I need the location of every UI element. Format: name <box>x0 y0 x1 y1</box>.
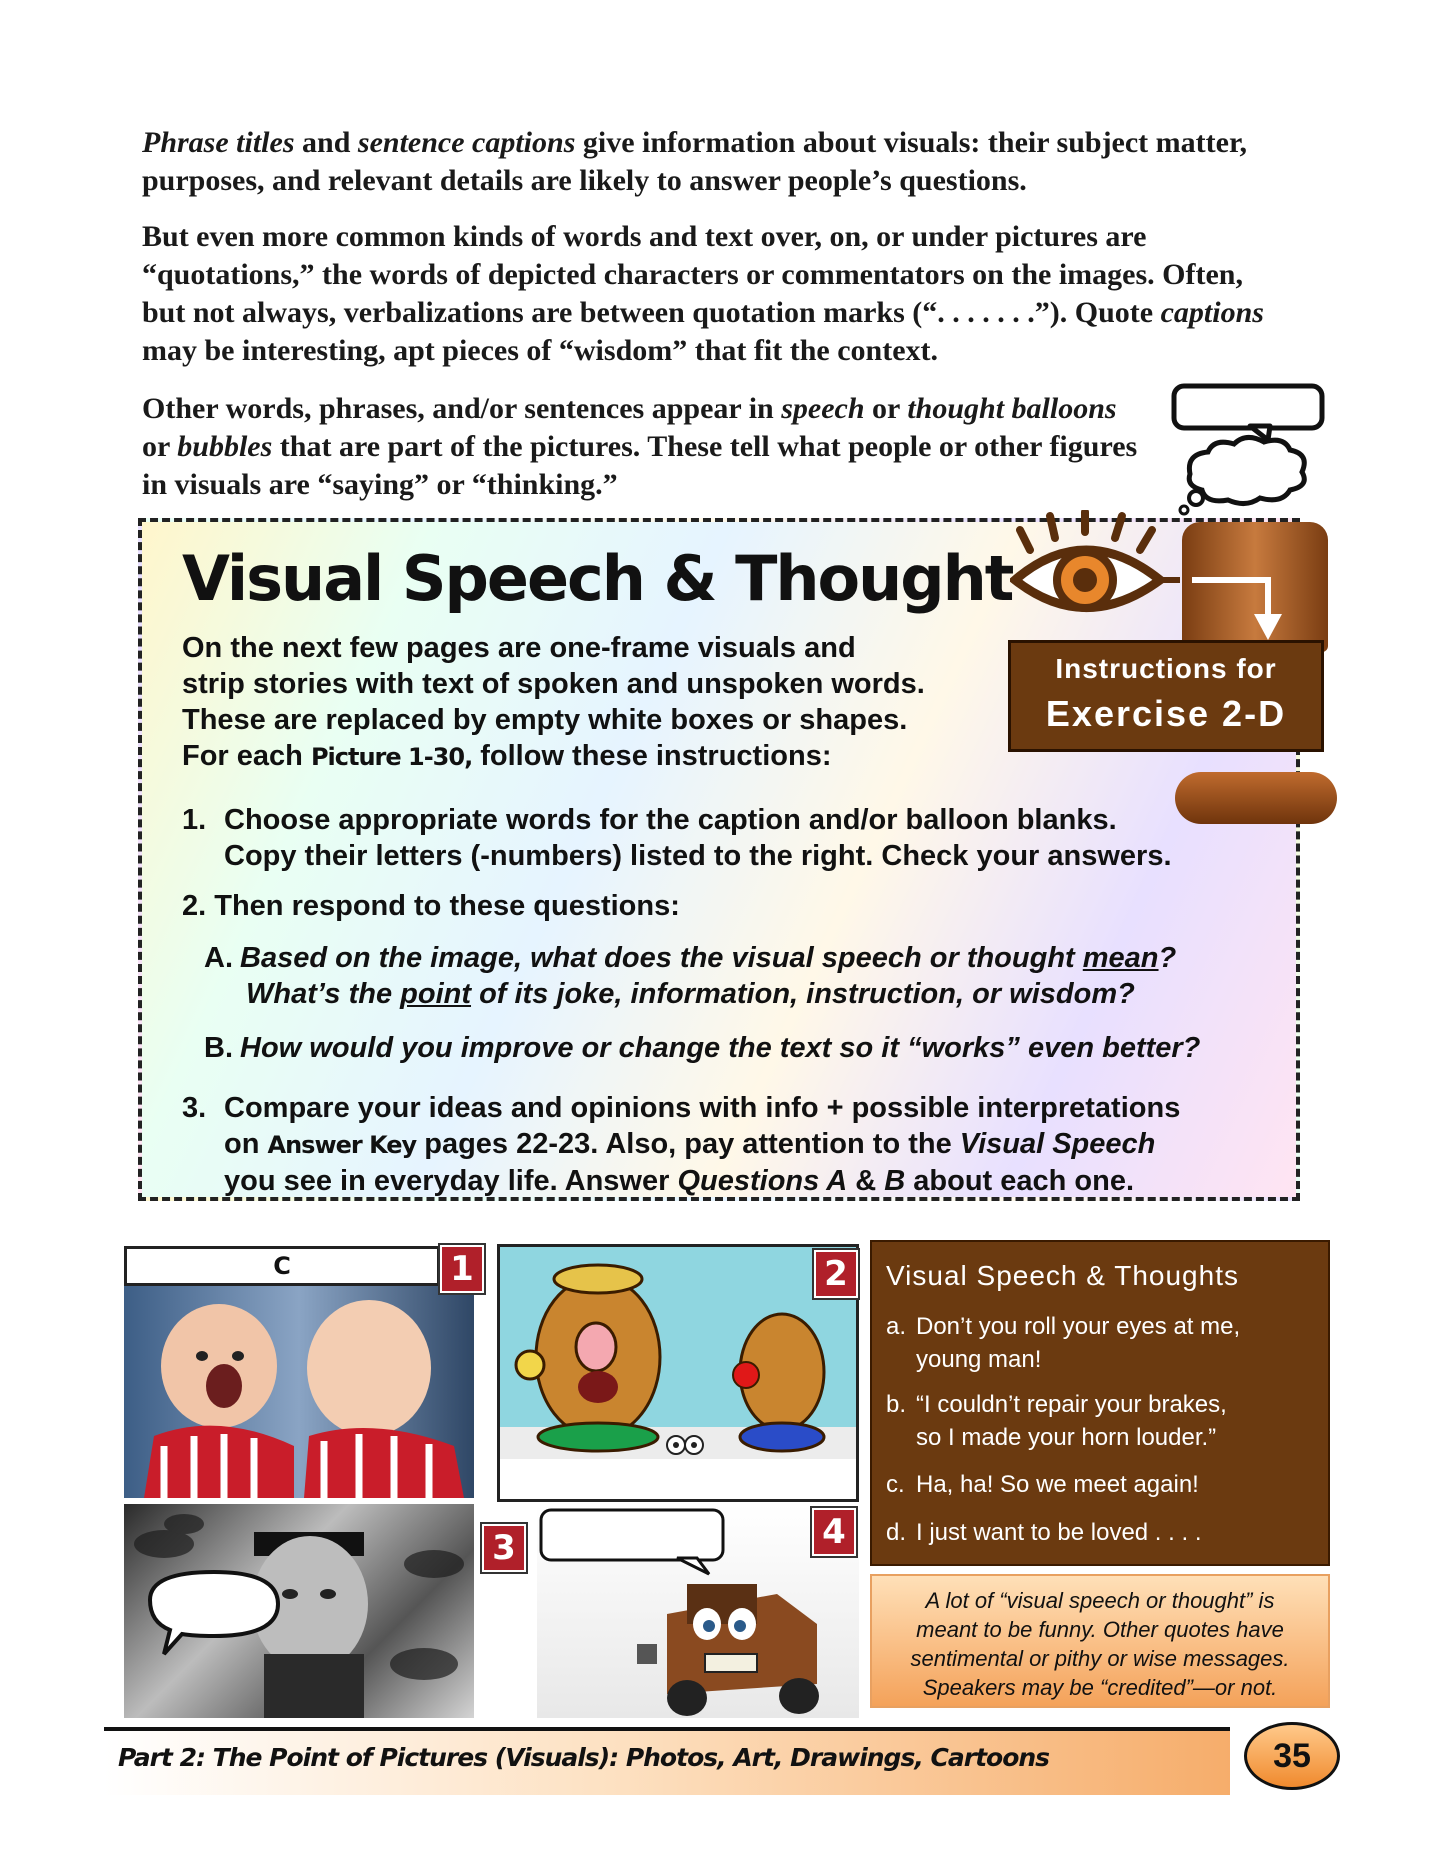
panel-lead <box>182 630 925 775</box>
option-text: Ha, ha! So we meet again! <box>916 1471 1199 1498</box>
intro-paragraph-1 <box>142 124 1282 200</box>
option-letter: a. <box>886 1313 907 1340</box>
frankenstein-image <box>124 1504 474 1718</box>
intro-paragraph-3 <box>142 390 1142 504</box>
step-text: on <box>224 1128 268 1160</box>
footer-title: Part 2: The Point of Pictures (Visuals): Photos, Art, Drawings, Cartoons <box>118 1743 1050 1772</box>
step-3 <box>182 1090 1180 1199</box>
step-text: about each one. <box>905 1165 1135 1197</box>
picture-2 <box>497 1244 859 1502</box>
intro-text: or <box>864 392 908 425</box>
question-text: ? <box>1158 942 1177 974</box>
picture-4 <box>537 1504 859 1718</box>
step-number: 1. <box>182 804 207 836</box>
eye-icon <box>1010 510 1180 630</box>
question-text: What’s the <box>246 978 401 1010</box>
footer-bar <box>104 1727 1230 1795</box>
intro-text: that are part of the pictures. These tell what people or other figures in visuals are “saying” or “thinking.” <box>142 430 1138 501</box>
exercise-label: Exercise 2-D <box>1045 693 1287 734</box>
lead-line: On the next few pages are one-frame visuals and <box>182 632 856 664</box>
question-text: Based on the image, what does the visual speech or thought <box>240 942 1083 974</box>
option-a <box>886 1310 1316 1376</box>
option-text: so I made your horn louder.” <box>916 1424 1217 1451</box>
step-text: Choose appropriate words for the caption and/or balloon blanks. <box>224 804 1117 836</box>
lead-text: follow these instructions: <box>472 740 832 772</box>
option-letter: d. <box>886 1519 907 1546</box>
intro-term: thought balloons <box>907 392 1117 425</box>
step-number: 3. <box>182 1092 207 1124</box>
question-b <box>204 1030 1200 1066</box>
picture-3 <box>124 1504 474 1718</box>
option-text: I just want to be loved . . . . <box>916 1519 1202 1546</box>
lead-line <box>182 738 925 775</box>
step-emphasis: Questions A <box>677 1165 848 1197</box>
instructions-title-box <box>1008 640 1324 752</box>
intro-term: captions <box>1160 296 1264 329</box>
intro-text: give information about visuals: their subject matter, purposes, and relevant details are likely to answer people’s questions. <box>142 126 1248 197</box>
babies-image <box>124 1286 474 1498</box>
note-line: meant to be funny. Other quotes have <box>916 1617 1284 1642</box>
panel-title: Visual Speech & Thought <box>182 542 1013 615</box>
intro-paragraph-2 <box>142 218 1282 370</box>
chair-back-graphic <box>1182 522 1328 652</box>
speech-thought-bubbles-icon <box>1170 382 1330 517</box>
lead-text: For each <box>182 740 311 772</box>
note-line: Speakers may be “credited”—or not. <box>922 1675 1278 1700</box>
step-2: 2. Then respond to these questions: <box>182 890 680 922</box>
intro-term: Phrase titles <box>142 126 295 159</box>
instructions-label: Instructions for <box>1055 653 1277 684</box>
intro-text: or <box>142 430 178 463</box>
option-text: young man! <box>916 1346 1042 1373</box>
picture-range: Picture 1-30, <box>310 743 473 771</box>
arrow-down-icon <box>1182 522 1328 652</box>
options-title: Visual Speech & Thoughts <box>886 1260 1239 1291</box>
step-text: pages 22-23. Also, pay attention to the <box>416 1128 960 1160</box>
step-text: you see in everyday life. Answer <box>224 1165 678 1197</box>
option-c <box>886 1468 1316 1501</box>
intro-text: But even more common kinds of words and text over, on, or under pictures are “quotations,” the words of depicted characters or commentators on the images. Often, but not always, verbalizations are between quotation marks (“. . . . . . .”). Quote <box>142 220 1243 329</box>
visual-speech-options-box <box>870 1240 1330 1566</box>
page-number: 35 <box>1244 1722 1340 1790</box>
step-emphasis: B <box>884 1165 906 1197</box>
note-line: A lot of “visual speech or thought” is <box>925 1588 1275 1613</box>
question-emphasis: point <box>400 978 472 1010</box>
option-text: Don’t you roll your eyes at me, <box>916 1313 1241 1340</box>
potato-heads-cartoon <box>500 1247 856 1499</box>
question-a <box>204 940 1176 1012</box>
picture-1-caption-box: C <box>124 1246 440 1286</box>
option-letter: c. <box>886 1471 905 1498</box>
option-letter: b. <box>886 1391 907 1418</box>
intro-text: and <box>294 126 358 159</box>
answer-key-label: Answer Key <box>267 1131 417 1159</box>
tow-truck-image <box>537 1504 859 1718</box>
intro-text: may be interesting, apt pieces of “wisdom” that fit the context. <box>142 334 939 367</box>
step-text: Copy their letters (-numbers) listed to the right. Check your answers. <box>224 840 1172 872</box>
picture-1-number: 1 <box>440 1245 484 1293</box>
picture-4-number: 4 <box>812 1508 856 1556</box>
intro-text: Other words, phrases, and/or sentences appear in <box>142 392 782 425</box>
question-text: How would you improve or change the text so it “works” even better? <box>240 1032 1201 1064</box>
picture-1 <box>124 1286 474 1498</box>
lead-line: strip stories with text of spoken and unspoken words. <box>182 668 925 700</box>
step-1 <box>182 802 1172 874</box>
note-box <box>870 1574 1330 1708</box>
option-text: “I couldn’t repair your brakes, <box>916 1391 1227 1418</box>
option-b <box>886 1388 1316 1454</box>
intro-term: bubbles <box>177 430 273 463</box>
question-text: of its joke, information, instruction, or wisdom? <box>471 978 1135 1010</box>
step-text: & <box>847 1165 885 1197</box>
intro-term: sentence captions <box>357 126 576 159</box>
chair-seat-graphic <box>1175 772 1337 824</box>
option-d <box>886 1516 1316 1549</box>
question-label: A. <box>204 942 233 974</box>
note-line: sentimental or pithy or wise messages. <box>910 1646 1290 1671</box>
step-text: Compare your ideas and opinions with info + possible interpretations <box>224 1092 1181 1124</box>
picture-3-number: 3 <box>482 1524 526 1572</box>
intro-term: speech <box>781 392 865 425</box>
lead-line: These are replaced by empty white boxes or shapes. <box>182 704 908 736</box>
question-label: B. <box>204 1032 233 1064</box>
question-emphasis: mean <box>1082 942 1159 974</box>
picture-2-number: 2 <box>814 1250 858 1298</box>
step-emphasis: Visual Speech <box>959 1128 1156 1160</box>
